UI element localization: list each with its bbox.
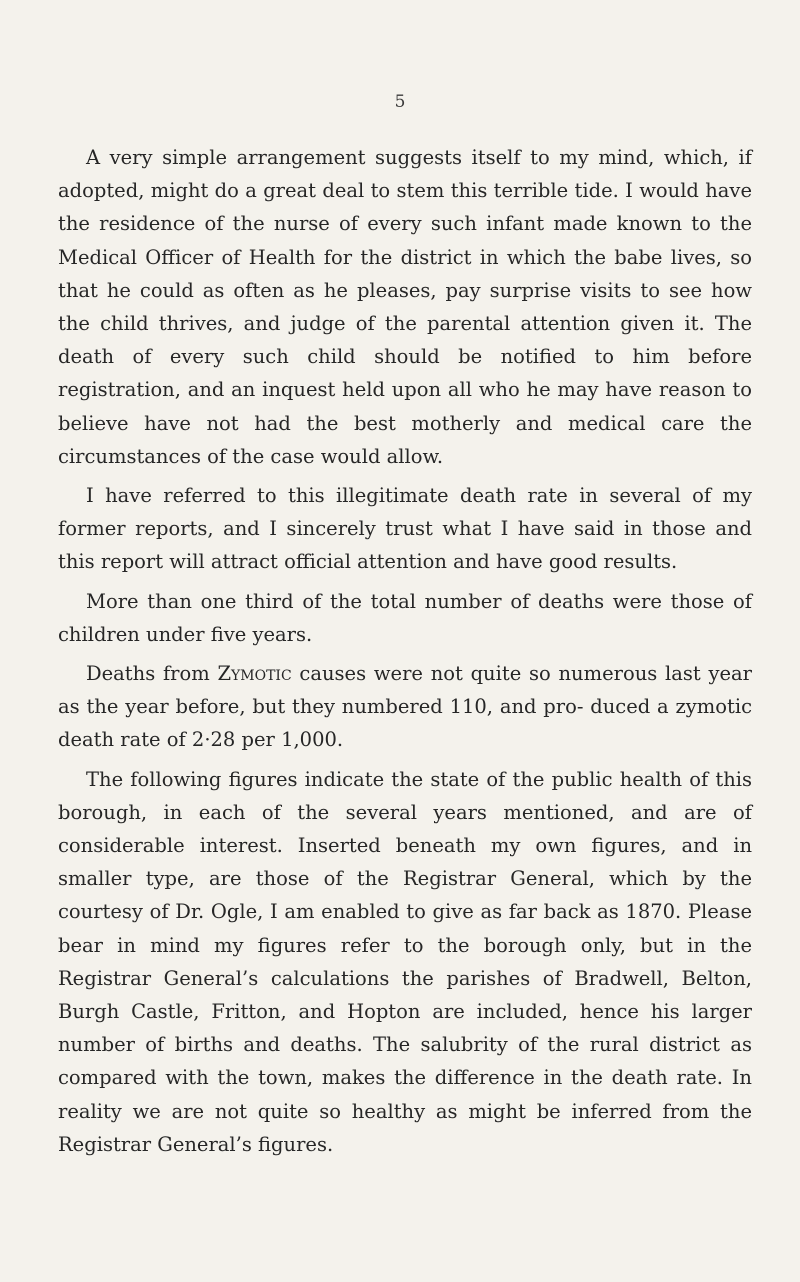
zymotic-text-before: Deaths from bbox=[86, 662, 218, 686]
paragraph-illegitimate-death-rate: I have referred to this illegitimate death rate in several of my former reports, and I sincerely trust what I have said in those and this report will attract official attention and have good results. bbox=[58, 484, 752, 574]
paragraph-nurse-residence: A very simple arrangement suggests itself to my mind, which, if adopted, might do a great deal to stem this terrible tide. I would have the residence of the nurse of every such infant made known to the Medical Officer of Health for the district in which the babe lives, so that he could as often as he pleases, pay surprise visits to see how the child thrives, and judge of the parental attention given it. The death of every such child should be notified to him before registration, and an inquest held upon all who he may have reason to believe have not had the best motherly and medical care the circumstances of the case would allow. bbox=[58, 146, 752, 468]
zymotic-text-after: causes were not quite so numerous last year as the year before, but they numbered 110, and pro- duced a zymotic death rate of 2·28 per 1,000. bbox=[58, 662, 752, 752]
paragraph-public-health-figures: The following figures indicate the state of the public health of this borough, in each of the several years mentioned, and are of considerable interest. Inserted beneath my own figures, and in smaller type, are those of the Registrar General, which by the courtesy of Dr. Ogle, I am enabled to give as far back as 1870. Please bear in mind my figures refer to the borough only, but in the Registrar General’s calculations the parishes of Bradwell, Belton, Burgh Castle, Fritton, and Hopton are included, hence his larger number of births and deaths. The salubrity of the rural district as compared with the town, makes the difference in the death rate. In reality we are not quite so healthy as might be inferred from the Registrar General’s figures. bbox=[58, 767, 752, 1156]
zymotic-term: Zymotic bbox=[217, 662, 292, 686]
paragraph-children-deaths: More than one third of the total number of deaths were those of children under five years. bbox=[58, 589, 752, 646]
paragraph-zymotic-deaths bbox=[58, 657, 752, 757]
body-text bbox=[58, 141, 752, 1167]
page-number: 5 bbox=[394, 92, 406, 112]
